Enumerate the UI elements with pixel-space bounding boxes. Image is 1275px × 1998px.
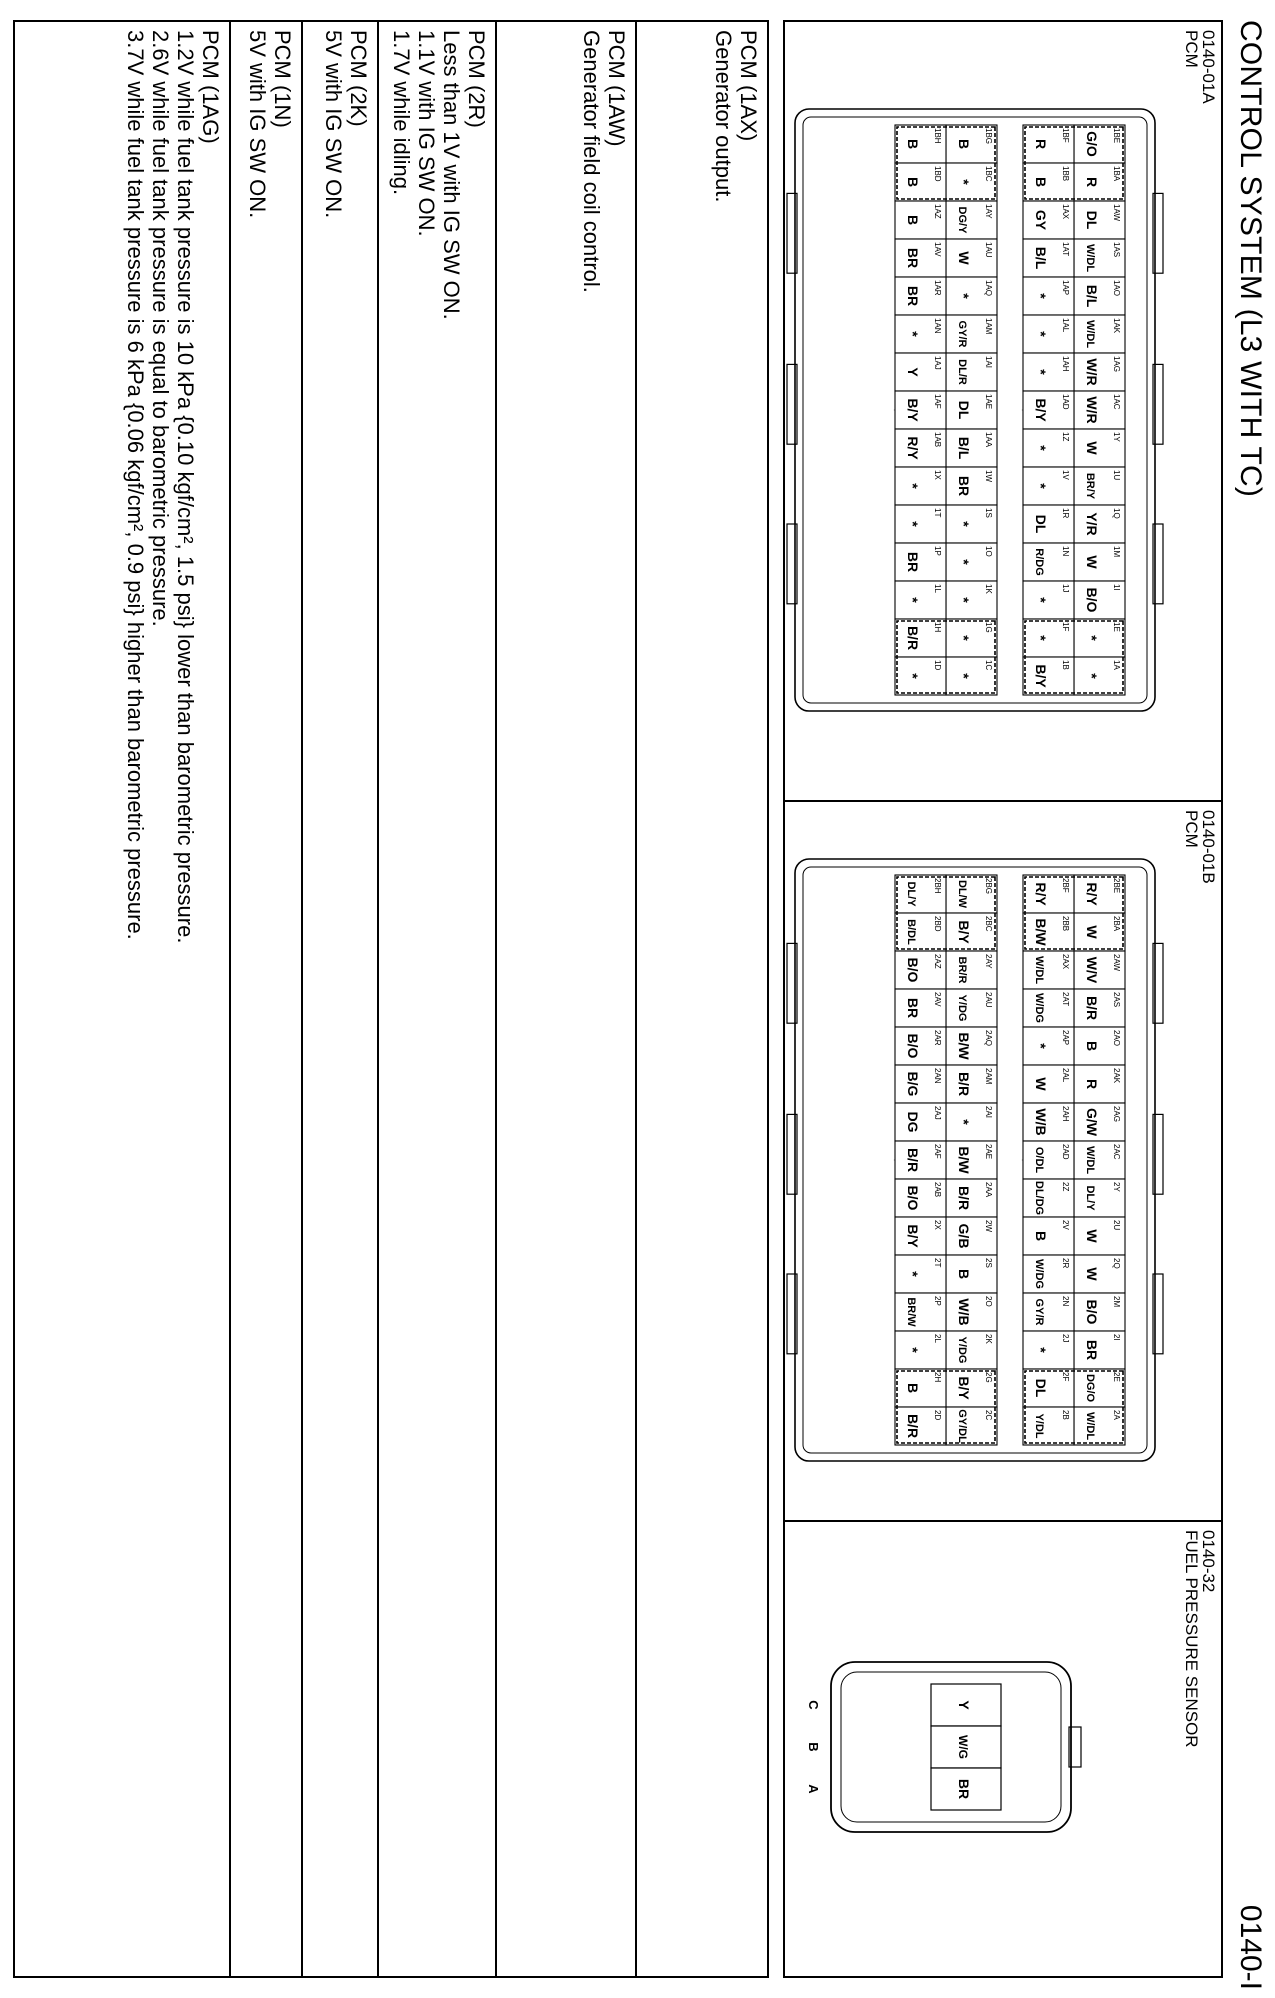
connector-figure-band <box>783 20 1223 1978</box>
wire-color: W/DL <box>1084 319 1096 349</box>
pin-number: 1AS <box>1112 242 1121 258</box>
wire-color: W <box>1084 441 1100 455</box>
wire-color: R <box>1084 1078 1100 1090</box>
pin-number: 2AI <box>984 1106 993 1119</box>
row-title: PCM (1AG) <box>198 30 223 144</box>
wire-color: O/DL <box>1033 1146 1045 1174</box>
pin-number: 2Y <box>1112 1182 1121 1192</box>
pin-number: 2AV <box>933 992 942 1007</box>
wire-color: W <box>1084 1267 1100 1281</box>
wire-color: * <box>905 483 921 489</box>
wire-color: BR <box>956 475 972 497</box>
wire-color: * <box>905 331 921 337</box>
pin-number: 1AC <box>1112 394 1121 410</box>
pin-number: 2X <box>933 1220 942 1230</box>
pin-number: 2AW <box>1112 954 1121 972</box>
wire-color: GY/R <box>956 320 968 348</box>
pin-number: 1AE <box>984 394 993 410</box>
wire-color: Y/R <box>1084 512 1100 536</box>
pin-number: 1AW <box>1112 204 1121 222</box>
wire-color: DL/R <box>956 359 968 385</box>
pin-number: 1Z <box>1061 432 1070 442</box>
pin-number: 2P <box>933 1296 942 1306</box>
pin-number: 2W <box>984 1220 993 1232</box>
pin-number: 2BD <box>933 916 942 932</box>
pin-number: 1BA <box>1112 166 1121 182</box>
wire-color: R <box>1033 138 1049 150</box>
sensor-pin-letter: A <box>806 1784 821 1794</box>
description-row <box>15 22 229 1976</box>
wire-color: Y/DG <box>956 1336 968 1364</box>
wire-color: BR <box>905 551 921 573</box>
wire-color: * <box>1084 673 1100 679</box>
wire-color: B/O <box>905 1033 921 1059</box>
pin-number: 1AT <box>1061 242 1070 257</box>
pin-number: 2AA <box>984 1182 993 1198</box>
wire-color: B/Y <box>1033 664 1049 688</box>
wire-color: W/DL <box>1033 955 1045 985</box>
pin-number: 1B <box>1061 660 1070 670</box>
wire-color: Y/DG <box>956 994 968 1022</box>
pin-number: 2AE <box>984 1144 993 1160</box>
pin-number: 2B <box>1061 1410 1070 1420</box>
pin-number: 1K <box>984 584 993 594</box>
pin-number: 1AZ <box>933 204 942 219</box>
row-title: PCM (2K) <box>346 30 371 127</box>
row-title: PCM (1N) <box>270 30 295 128</box>
pin-number: 2U <box>1112 1220 1121 1231</box>
wire-color: B/R <box>1084 995 1100 1021</box>
wire-color: B/W <box>956 1032 972 1060</box>
wire-color: DG/Y <box>956 206 968 234</box>
pin-number: 2R <box>1061 1258 1070 1269</box>
pin-number: 1BB <box>1061 166 1070 182</box>
pin-number: 1AU <box>984 242 993 258</box>
pin-number: 1G <box>984 622 993 633</box>
wire-color: W/DL <box>1084 1145 1096 1175</box>
pin-number: 1H <box>933 622 942 633</box>
wire-color: DL <box>1033 514 1049 534</box>
row-title: PCM (1AW) <box>604 30 629 147</box>
wire-color: W/V <box>1084 956 1100 984</box>
pin-number: 1S <box>984 508 993 518</box>
connector-cell-01b <box>785 802 1221 1522</box>
wire-color: B <box>956 138 972 150</box>
wire-color: GY/DL <box>956 1409 968 1443</box>
pin-number: 2M <box>1112 1296 1121 1308</box>
pcm-connector-b-diagram <box>785 802 1221 1518</box>
wire-color: W/B <box>1033 1108 1049 1136</box>
pin-number: 2BC <box>984 916 993 932</box>
pin-number: 2AJ <box>933 1106 942 1120</box>
pin-number: 2AF <box>933 1144 942 1159</box>
wire-color: * <box>1033 293 1049 299</box>
wire-color: W/R <box>1084 396 1100 424</box>
wire-color: * <box>1033 445 1049 451</box>
wire-color: B/R <box>956 1185 972 1211</box>
wire-color: * <box>1033 369 1049 375</box>
wire-color: * <box>956 673 972 679</box>
pin-number: 2BG <box>984 878 993 895</box>
wire-color: Y/DL <box>1033 1413 1045 1439</box>
row-line: 3.7V while fuel tank pressure is 6 kPa {0.06 kgf/cm², 0.9 psi} higher than barometric pressure. <box>123 30 148 940</box>
pin-number: 2Q <box>1112 1258 1121 1269</box>
wire-color: B/Y <box>905 398 921 422</box>
fuel-pressure-sensor-connector-diagram <box>785 1522 1221 1972</box>
sensor-pin-letter: B <box>806 1742 821 1752</box>
pin-number: 1X <box>933 470 942 480</box>
wire-color: DL/Y <box>905 881 917 907</box>
pin-number: 1U <box>1112 470 1121 481</box>
wire-color: B/W <box>1033 918 1049 946</box>
wire-color: Y <box>905 367 921 377</box>
wire-color: B <box>905 1382 921 1394</box>
wire-color: B <box>1084 1040 1100 1052</box>
pin-number: 2AK <box>1112 1068 1121 1084</box>
wire-color: G/O <box>1084 131 1100 157</box>
pin-number: 2AC <box>1112 1144 1121 1160</box>
row-line: Generator output. <box>711 30 736 203</box>
pin-number: 2Z <box>1061 1182 1070 1192</box>
wire-color: B/R <box>905 1147 921 1173</box>
wire-color: * <box>956 635 972 641</box>
pin-number: 2AP <box>1061 1030 1070 1046</box>
pin-number: 2AM <box>984 1068 993 1085</box>
wire-color: * <box>1033 597 1049 603</box>
pin-number: 1AN <box>933 318 942 334</box>
connector-name: PCM <box>1182 30 1201 68</box>
wire-color: B/Y <box>905 1224 921 1248</box>
sensor-wire-color: BR <box>956 1778 972 1800</box>
wire-color: * <box>1033 635 1049 641</box>
row-line: Less than 1V with IG SW ON. <box>439 30 464 320</box>
pin-number: 1AY <box>984 204 993 219</box>
pin-number: 1BH <box>933 128 942 144</box>
connector-name: PCM <box>1182 810 1201 848</box>
pin-number: 2AY <box>984 954 993 969</box>
pin-number: 2AL <box>1061 1068 1070 1083</box>
pin-number: 2F <box>1061 1372 1070 1382</box>
pin-number: 1F <box>1061 622 1070 632</box>
pin-number: 2AR <box>933 1030 942 1046</box>
pin-number: 1AJ <box>933 356 942 370</box>
wire-color: B/Y <box>956 920 972 944</box>
pin-number: 1AR <box>933 280 942 296</box>
wire-color: B/L <box>1084 284 1100 308</box>
pin-number: 2BF <box>1061 878 1070 893</box>
pin-number: 2C <box>984 1410 993 1421</box>
wire-color: * <box>1033 331 1049 337</box>
wire-color: W/DL <box>1084 1411 1096 1441</box>
pin-number: 1AF <box>933 394 942 409</box>
pin-number: 2AT <box>1061 992 1070 1007</box>
pin-number: 2I <box>1112 1334 1121 1341</box>
pin-number: 2AD <box>1061 1144 1070 1160</box>
pin-number: 2AU <box>984 992 993 1008</box>
pin-number: 2V <box>1061 1220 1070 1230</box>
wire-color: DL/Y <box>1084 1185 1096 1211</box>
pin-number: 1AA <box>984 432 993 448</box>
pin-number: 2BH <box>933 878 942 894</box>
pin-number: 2AN <box>933 1068 942 1084</box>
wire-color: * <box>956 1119 972 1125</box>
pin-number: 1AI <box>984 356 993 369</box>
pin-number: 1E <box>1112 622 1121 632</box>
wire-color: BR <box>905 247 921 269</box>
pin-number: 1AK <box>1112 318 1121 334</box>
wire-color: B/Y <box>956 1376 972 1400</box>
wire-color: R/DG <box>1033 548 1045 576</box>
pin-number: 1AM <box>984 318 993 335</box>
wire-color: B/O <box>1084 1299 1100 1325</box>
pin-number: 1W <box>984 470 993 482</box>
wire-color: R/Y <box>1084 882 1100 906</box>
wire-color: BR <box>1084 1339 1100 1361</box>
wire-color: * <box>956 559 972 565</box>
row-line: 5V with IG SW ON. <box>321 30 346 219</box>
page-code: 0140-I <box>1234 1904 1267 1990</box>
wire-color: W/DG <box>1033 993 1045 1023</box>
pin-number: 1Y <box>1112 432 1121 442</box>
pin-number: 1I <box>1112 584 1121 591</box>
sensor-pin-letter: C <box>806 1700 821 1710</box>
pin-number: 1BC <box>984 166 993 182</box>
pin-number: 2AO <box>1112 1030 1121 1047</box>
pin-number: 2T <box>933 1258 942 1268</box>
pin-number: 1AH <box>1061 356 1070 372</box>
wire-color: B <box>1033 1230 1049 1242</box>
pin-number: 2AH <box>1061 1106 1070 1122</box>
row-title: PCM (2R) <box>464 30 489 128</box>
wire-color: * <box>1033 1043 1049 1049</box>
pin-number: 2H <box>933 1372 942 1383</box>
wire-color: * <box>905 1347 921 1353</box>
wire-color: BR/Y <box>1084 472 1096 500</box>
wire-color: W <box>1084 1229 1100 1243</box>
wire-color: B/R <box>905 1413 921 1439</box>
wire-color: W/R <box>1084 358 1100 386</box>
pin-number: 2BB <box>1061 916 1070 932</box>
pin-number: 2AS <box>1112 992 1121 1008</box>
wire-color: * <box>956 179 972 185</box>
pin-number: 2D <box>933 1410 942 1421</box>
wire-color: B <box>1033 176 1049 188</box>
wire-color: * <box>1033 483 1049 489</box>
pin-number: 2BE <box>1112 878 1121 894</box>
pin-number: 1AG <box>1112 356 1121 373</box>
description-row <box>229 22 301 1976</box>
wire-color: DL/W <box>956 879 968 909</box>
sensor-name: FUEL PRESSURE SENSOR <box>1182 1530 1201 1748</box>
pin-number: 2E <box>1112 1372 1121 1382</box>
description-row <box>495 22 635 1976</box>
pin-number: 1L <box>933 584 942 593</box>
wire-color: B <box>905 214 921 226</box>
wire-color: DL/DG <box>1033 1180 1045 1216</box>
wire-color: BR/R <box>956 956 968 984</box>
wire-color: DL <box>1033 1378 1049 1398</box>
wire-color: DL <box>956 400 972 420</box>
pin-number: 2J <box>1061 1334 1070 1343</box>
connector-cell-01a <box>785 22 1221 802</box>
wire-color: BR/W <box>905 1297 917 1327</box>
wire-color: W/B <box>956 1298 972 1326</box>
pin-number: 1AD <box>1061 394 1070 410</box>
wire-color: B/L <box>956 436 972 460</box>
pin-number: 1C <box>984 660 993 671</box>
wire-color: DG <box>905 1111 921 1133</box>
page-title: CONTROL SYSTEM (L3 WITH TC) <box>1234 20 1267 498</box>
pin-number: 1AP <box>1061 280 1070 296</box>
pin-number: 1BG <box>984 128 993 145</box>
pin-number: 2S <box>984 1258 993 1268</box>
wire-color: * <box>905 1271 921 1277</box>
pin-number: 1AQ <box>984 280 993 297</box>
wire-color: B/L <box>1033 246 1049 270</box>
pin-number: 1O <box>984 546 993 557</box>
wire-color: B/DL <box>905 919 917 945</box>
pin-number: 2BA <box>1112 916 1121 932</box>
pin-number: 1AB <box>933 432 942 448</box>
wire-color: * <box>956 521 972 527</box>
row-line: 1.1V with IG SW ON. <box>414 30 439 237</box>
description-table <box>13 20 769 1978</box>
pin-number: 2G <box>984 1372 993 1383</box>
pin-number: 2AB <box>933 1182 942 1198</box>
pin-number: 1M <box>1112 546 1121 558</box>
pin-number: 2K <box>984 1334 993 1344</box>
wire-color: W/DG <box>1033 1259 1045 1289</box>
wire-color: R/Y <box>1033 882 1049 906</box>
wire-color: * <box>956 293 972 299</box>
pin-number: 1BD <box>933 166 942 182</box>
row-line: 1.2V while fuel tank pressure is 10 kPa {0.10 kgf/cm², 1.5 psi} lower than barometric pressure. <box>173 30 198 944</box>
wire-color: * <box>905 597 921 603</box>
pin-number: 2AG <box>1112 1106 1121 1123</box>
wire-color: GY <box>1033 209 1049 231</box>
description-row <box>377 22 495 1976</box>
wire-color: R <box>1084 176 1100 188</box>
pin-number: 1R <box>1061 508 1070 519</box>
wire-color: W <box>1084 555 1100 569</box>
pin-number: 1BF <box>1061 128 1070 143</box>
row-line: 5V with IG SW ON. <box>245 30 270 219</box>
row-title: PCM (1AX) <box>736 30 761 142</box>
wire-color: B <box>905 138 921 150</box>
wire-color: B/R <box>956 1071 972 1097</box>
wire-color: W <box>1033 1077 1049 1091</box>
wire-color: GY/R <box>1033 1298 1045 1326</box>
row-line: 2.6V while fuel tank pressure is equal to barometric pressure. <box>148 30 173 627</box>
pin-number: 1AL <box>1061 318 1070 333</box>
pin-number: 2L <box>933 1334 942 1343</box>
pin-number: 1Q <box>1112 508 1121 519</box>
sensor-cell <box>785 1522 1221 1976</box>
pin-number: 1AV <box>933 242 942 257</box>
wire-color: B/G <box>905 1071 921 1097</box>
wire-color: B/O <box>1084 587 1100 613</box>
wire-color: B/R <box>905 625 921 651</box>
wire-color: * <box>905 673 921 679</box>
wire-color: * <box>1084 635 1100 641</box>
pin-number: 1AO <box>1112 280 1121 297</box>
pin-number: 1N <box>1061 546 1070 557</box>
wire-color: B/O <box>905 1185 921 1211</box>
description-row <box>635 22 767 1976</box>
sensor-wire-color: W/G <box>956 1735 970 1759</box>
wire-color: * <box>905 521 921 527</box>
wire-color: G/B <box>956 1223 972 1249</box>
description-row <box>301 22 377 1976</box>
wire-color: DG/O <box>1084 1373 1096 1403</box>
wire-color: * <box>1033 1347 1049 1353</box>
wire-color: * <box>956 597 972 603</box>
wire-color: W/DL <box>1084 243 1096 273</box>
pin-number: 1AX <box>1061 204 1070 220</box>
pin-number: 1J <box>1061 584 1070 593</box>
row-line: 1.7V while idling. <box>389 30 414 196</box>
wire-color: B/O <box>905 957 921 983</box>
wire-color: B/W <box>956 1146 972 1174</box>
pin-number: 2AX <box>1061 954 1070 970</box>
pin-number: 2AQ <box>984 1030 993 1047</box>
sensor-id: 0140-32 <box>1199 1530 1218 1593</box>
wire-color: G/W <box>1084 1108 1100 1136</box>
pcm-connector-a-diagram <box>785 22 1221 798</box>
pin-number: 2AZ <box>933 954 942 969</box>
wire-color: R/Y <box>905 436 921 460</box>
pin-number: 1V <box>1061 470 1070 480</box>
wire-color: BR <box>905 285 921 307</box>
pin-number: 2A <box>1112 1410 1121 1420</box>
pin-number: 1BE <box>1112 128 1121 144</box>
connector-id: 0140-01A <box>1199 30 1218 104</box>
wire-color: W <box>956 251 972 265</box>
wire-color: B/Y <box>1033 398 1049 422</box>
pin-number: 2N <box>1061 1296 1070 1307</box>
wire-color: B <box>905 176 921 188</box>
pin-number: 1A <box>1112 660 1121 670</box>
sensor-wire-color: Y <box>956 1700 972 1710</box>
row-line: Generator field coil control. <box>579 30 604 293</box>
wire-color: W <box>1084 925 1100 939</box>
connector-id: 0140-01B <box>1199 810 1218 884</box>
pin-number: 2O <box>984 1296 993 1307</box>
pin-number: 1T <box>933 508 942 518</box>
pin-number: 1P <box>933 546 942 556</box>
wire-color: BR <box>905 997 921 1019</box>
wire-color: DL <box>1084 210 1100 230</box>
wire-color: B <box>956 1268 972 1280</box>
pin-number: 1D <box>933 660 942 671</box>
